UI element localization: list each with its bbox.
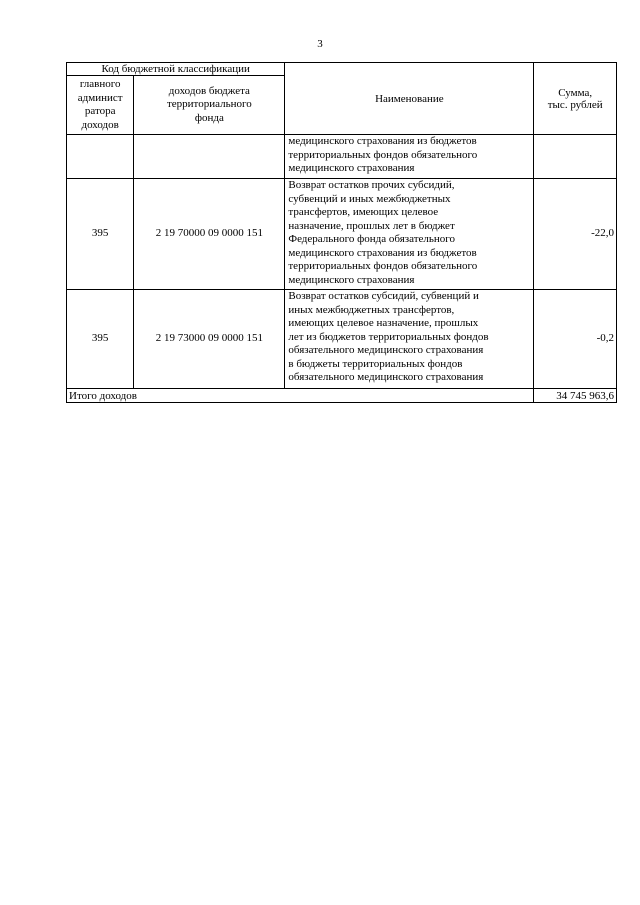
total-label: Итого доходов [67, 389, 534, 403]
table-row [67, 290, 617, 389]
sum-cell [534, 135, 617, 179]
table-row [67, 135, 617, 179]
table-row [67, 179, 617, 290]
name-cell: Возврат остатков прочих субсидий, субвенций и иных межбюджетных трансфертов, имеющих целевое назначение, прошлых лет в бюджет Федерального фонда обязательного медицинского страхования из бюджетов территориальных фондов обязательного медицинского страхования [285, 179, 534, 290]
name-cell: Возврат остатков субсидий, субвенций и иных межбюджетных трансфертов, имеющих целевое назначение, прошлых лет из бюджетов территориальных фондов обязательного медицинского страхования в бюджеты территориальных фондов обязательного медицинского страхования [285, 290, 534, 389]
header-name: Наименование [285, 63, 534, 135]
admin-code-cell: 395 [67, 290, 134, 389]
income-code-cell: 2 19 73000 09 0000 151 [134, 290, 285, 389]
header-admin: главного админист ратора доходов [67, 76, 134, 135]
sum-cell: -0,2 [534, 290, 617, 389]
header-sum: Сумма, тыс. рублей [534, 63, 617, 135]
table-header-row [67, 63, 617, 76]
header-income-code: доходов бюджета территориального фонда [134, 76, 285, 135]
sum-cell: -22,0 [534, 179, 617, 290]
admin-code-cell [67, 135, 134, 179]
admin-code-cell: 395 [67, 179, 134, 290]
page-number: 3 [317, 38, 323, 50]
budget-income-table [66, 62, 617, 403]
header-classification-code: Код бюджетной классификации [67, 63, 285, 76]
total-sum: 34 745 963,6 [534, 389, 617, 403]
name-cell: медицинского страхования из бюджетов территориальных фондов обязательного медицинского страхования [285, 135, 534, 179]
total-row [67, 389, 617, 403]
income-code-cell [134, 135, 285, 179]
income-code-cell: 2 19 70000 09 0000 151 [134, 179, 285, 290]
